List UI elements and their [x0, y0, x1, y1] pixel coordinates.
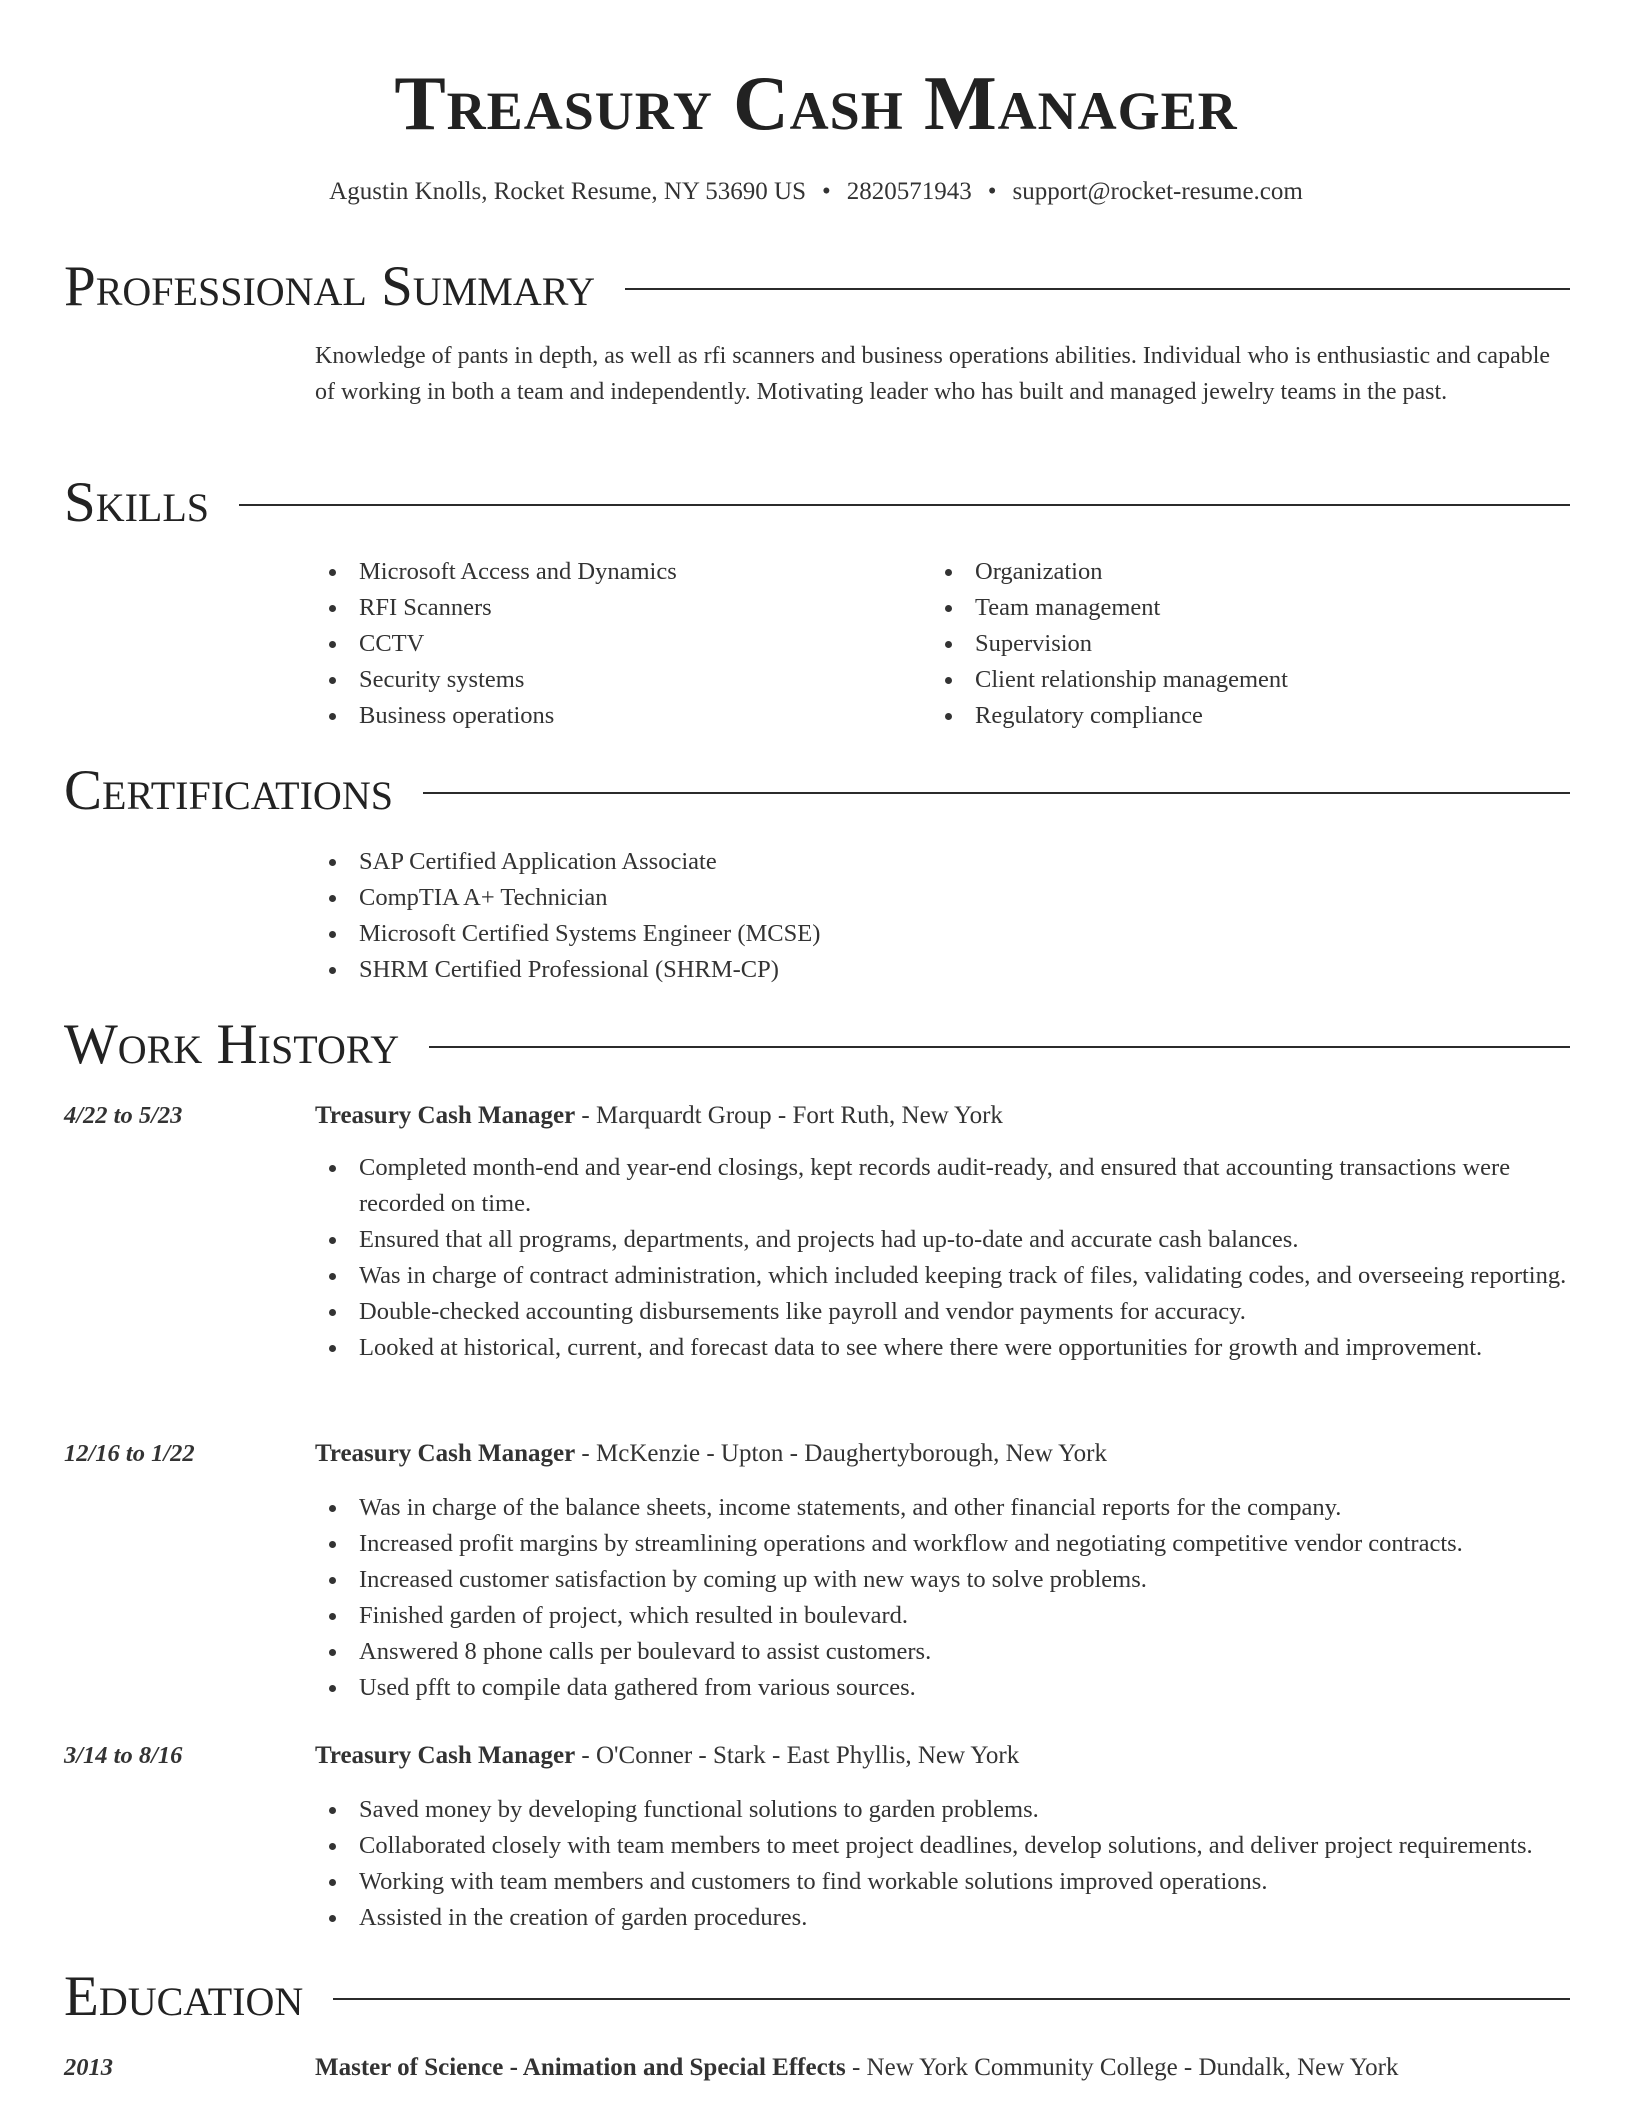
job-dates: 3/14 to 8/16	[64, 1742, 183, 1769]
job-duty-item: Double-checked accounting disbursements like payroll and vendor payments for accuracy.	[315, 1294, 1585, 1330]
section-heading-work-history	[64, 1014, 1570, 1076]
section-title: Skills	[64, 471, 210, 534]
skills-list-right	[931, 554, 1531, 734]
job-employer: - O'Conner - Stark - East Phyllis, New York	[575, 1742, 1020, 1769]
resume-title: Treasury Cash Manager	[394, 60, 1238, 146]
job-heading	[315, 1738, 1019, 1774]
skill-item: Business operations	[315, 698, 915, 734]
education-heading	[315, 2050, 1399, 2086]
section-divider	[239, 504, 1570, 506]
section-title: Certifications	[64, 759, 393, 822]
skill-item: Regulatory compliance	[931, 698, 1531, 734]
skill-item: Organization	[931, 554, 1531, 590]
skill-item: RFI Scanners	[315, 590, 915, 626]
contact-email: support@rocket-resume.com	[1012, 178, 1303, 205]
skill-item: Microsoft Access and Dynamics	[315, 554, 915, 590]
skill-item: CCTV	[315, 626, 915, 662]
certifications-list	[315, 844, 1215, 988]
job-employer: - McKenzie - Upton - Daughertyborough, New York	[575, 1440, 1108, 1467]
job-employer: - Marquardt Group - Fort Ruth, New York	[575, 1102, 1003, 1129]
job-duty-item: Saved money by developing functional solutions to garden problems.	[315, 1792, 1585, 1828]
job-duty-item: Increased customer satisfaction by coming up with new ways to solve problems.	[315, 1562, 1585, 1598]
section-heading-certifications	[64, 760, 1570, 822]
section-heading-skills	[64, 472, 1570, 534]
contact-line	[0, 176, 1632, 208]
job-duty-item: Assisted in the creation of garden procedures.	[315, 1900, 1585, 1936]
job-heading	[315, 1098, 1003, 1134]
job-dates: 12/16 to 1/22	[64, 1440, 195, 1467]
section-divider	[333, 1998, 1570, 2000]
section-divider	[625, 288, 1570, 290]
certification-item: SHRM Certified Professional (SHRM-CP)	[315, 952, 1215, 988]
separator-dot: •	[987, 178, 997, 205]
summary-text: Knowledge of pants in depth, as well as rfi scanners and business operations abilities. Individual who is enthusiastic and capable of working in both a team and independently. Motivating leader who has built and managed jewelry teams in the past.	[315, 343, 1551, 405]
section-title: Work History	[64, 1013, 400, 1076]
skill-item: Security systems	[315, 662, 915, 698]
job-title: Treasury Cash Manager	[315, 1742, 576, 1769]
contact-phone: 2820571943	[846, 178, 972, 205]
job-duty-item: Completed month-end and year-end closings, kept records audit-ready, and ensured that accounting transactions were recorded on time.	[315, 1150, 1585, 1222]
job-duty-item: Answered 8 phone calls per boulevard to assist customers.	[315, 1634, 1585, 1670]
certification-item: CompTIA A+ Technician	[315, 880, 1215, 916]
section-title: Professional Summary	[64, 255, 596, 318]
separator-dot: •	[822, 178, 831, 205]
section-heading-summary	[64, 256, 1570, 318]
skills-list-left	[315, 554, 915, 734]
job-duty-item: Looked at historical, current, and forecast data to see where there were opportunities for growth and improvement.	[315, 1330, 1585, 1366]
job-heading	[315, 1436, 1107, 1472]
education-degree: Master of Science - Animation and Special Effects	[315, 2054, 846, 2081]
skill-item: Team management	[931, 590, 1531, 626]
job-duty-item: Used pfft to compile data gathered from various sources.	[315, 1670, 1585, 1706]
job-duty-item: Working with team members and customers to find workable solutions improved operations.	[315, 1864, 1585, 1900]
education-school: - New York Community College - Dundalk, New York	[845, 2054, 1399, 2081]
job-dates: 4/22 to 5/23	[64, 1102, 183, 1129]
job-duty-item: Ensured that all programs, departments, and projects had up-to-date and accurate cash balances.	[315, 1222, 1585, 1258]
contact-address: Agustin Knolls, Rocket Resume, NY 53690 US	[329, 178, 806, 205]
skill-item: Supervision	[931, 626, 1531, 662]
job-duties-list	[315, 1792, 1585, 1936]
job-duty-item: Increased profit margins by streamlining operations and workflow and negotiating competitive vendor contracts.	[315, 1526, 1585, 1562]
job-title: Treasury Cash Manager	[315, 1102, 576, 1129]
certification-item: SAP Certified Application Associate	[315, 844, 1215, 880]
job-duties-list	[315, 1490, 1585, 1706]
job-title: Treasury Cash Manager	[315, 1440, 576, 1467]
job-duty-item: Was in charge of the balance sheets, income statements, and other financial reports for the company.	[315, 1490, 1585, 1526]
job-duty-item: Was in charge of contract administration, which included keeping track of files, validating codes, and overseeing reporting.	[315, 1258, 1585, 1294]
section-title: Education	[64, 1965, 304, 2028]
section-divider	[429, 1046, 1570, 1048]
job-duties-list	[315, 1150, 1585, 1366]
certification-item: Microsoft Certified Systems Engineer (MCSE)	[315, 916, 1215, 952]
section-heading-education	[64, 1966, 1570, 2028]
section-divider	[423, 792, 1570, 794]
job-duty-item: Finished garden of project, which resulted in boulevard.	[315, 1598, 1585, 1634]
education-year: 2013	[64, 2054, 113, 2081]
skill-item: Client relationship management	[931, 662, 1531, 698]
job-duty-item: Collaborated closely with team members to meet project deadlines, develop solutions, and deliver project requirements.	[315, 1828, 1585, 1864]
